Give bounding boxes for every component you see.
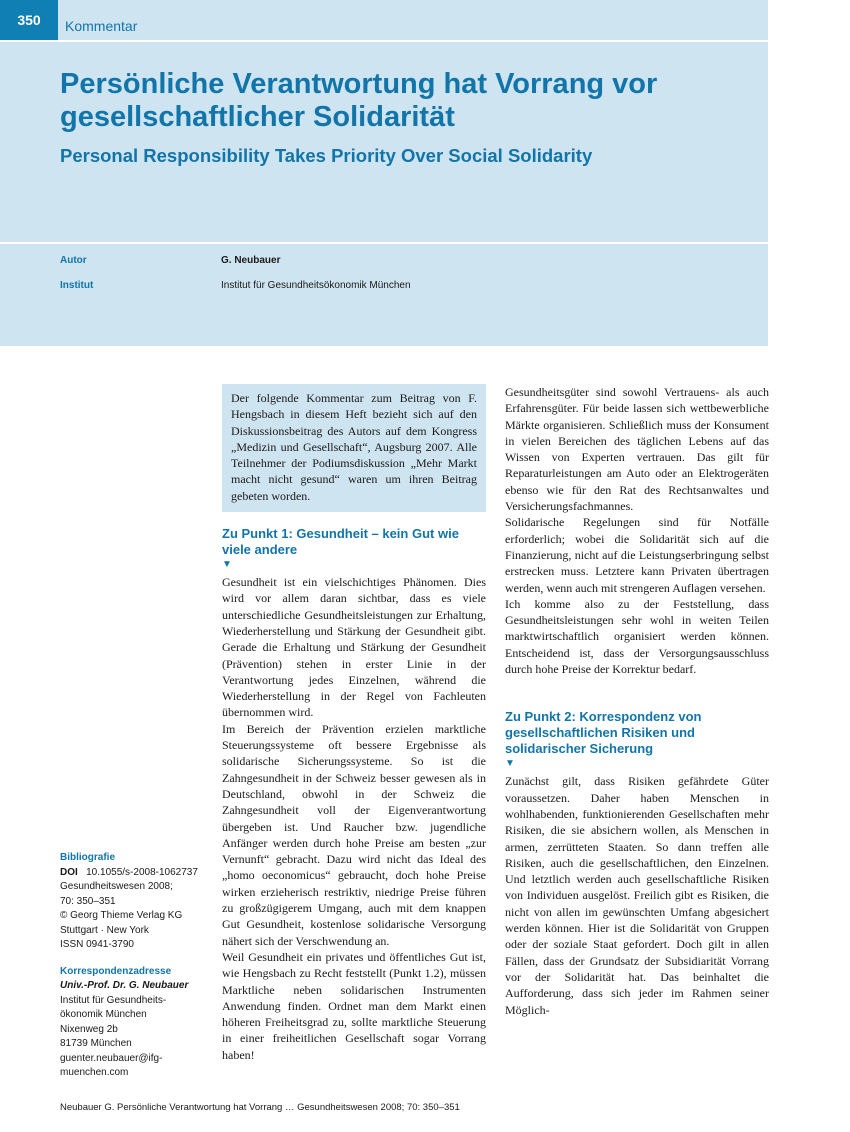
bibliography-heading: Bibliografie: [60, 852, 116, 863]
column-left: [222, 384, 486, 1063]
publisher-city: Stuttgart · New York: [60, 924, 149, 936]
section-heading-1: Zu Punkt 1: Gesundheit – kein Gut wie viele andere: [222, 526, 459, 558]
journal-line: Gesundheitswesen 2008;: [60, 881, 173, 892]
correspondence-name: Univ.-Prof. Dr. G. Neubauer: [60, 980, 189, 991]
correspondence-email-1[interactable]: guenter.neubauer@ifg-: [60, 1052, 163, 1064]
institute-label: Institut: [60, 280, 94, 291]
doi-line: [60, 866, 210, 881]
paragraph: Weil Gesundheit ein privates und öffentliches Gut ist, wie Hengsbach zu Recht feststellt (Punkt 1.2), müssen Marktliche neben solidarischen Instrumenten Anwendung finden. Ordnet man dem Markt einen höheren Freiheitsgrad zu, sollte marktliche Steuerung in einer freiheitlichen Gesellschaft sogar Vorrang haben!: [222, 949, 486, 1062]
author-label: Autor: [60, 255, 87, 266]
volume-line: 70: 350–351: [60, 895, 116, 907]
paragraph: Zunächst gilt, dass Risiken gefährdete Güter voraussetzen. Daher haben Menschen in wohlhabenden, funktionierenden Gesellschaften mehr Risiken, die sie absichern wollen, als Menschen in armen, zerrütteten Staaten. So dann treffen alle Risiken, auch die gesellschaftlichen, den Einzelnen. Und letztlich werden auch gesellschaftliche Risiken von Individuen ausgelöst. Freilich gibt es Risiken, die nicht von allen im gewünschten Umfang abgesichert werden können. Hier ist die Solidarität von Gruppen oder der soziale Staat gefordert. Doch gilt in allen Fällen, dass der Grundsatz der Subsidiarität Vorrang vor der Solidarität hat. Das beinhaltet die Aufforderung, dass sich jeder im Rahmen seiner Möglich-: [505, 774, 769, 1017]
correspondence-street: Nixenweg 2b: [60, 1023, 118, 1035]
sidebar: [60, 851, 210, 1081]
header-divider: [0, 40, 768, 42]
correspondence-institute-2: ökonomik München: [60, 1009, 147, 1020]
triangle-down-icon: ▼: [222, 559, 232, 571]
correspondence-city: 81739 München: [60, 1038, 132, 1049]
issn-line: ISSN 0941-3790: [60, 939, 134, 950]
page-number: 350: [0, 0, 58, 40]
copyright-line: © Georg Thieme Verlag KG: [60, 910, 183, 921]
correspondence-email-2[interactable]: muenchen.com: [60, 1067, 129, 1078]
article-subtitle: Personal Responsibility Takes Priority Over Social Solidarity: [60, 145, 593, 166]
triangle-down-icon: ▼: [505, 758, 515, 770]
article-title: Persönliche Verantwortung hat Vorrang vor gesellschaftlicher Solidarität: [60, 68, 658, 133]
paragraph: Im Bereich der Prävention erzielen marktliche Steuerungssysteme oft bessere Ergebnisse als solidarische Sicherungssysteme. So ist die Zahngesundheit in der Schweiz besser gewesen als in Deutschland, obwohl in der Schweiz die Zahngesundheit voll der Eigenverantwortung übergeben ist. Und Raucher bzw. jugendliche Anfänger werden durch hohe Preise am besten „zur Vernunft“ gebracht. Dazu wird nicht das Ideal des „homo oeconomicus“ gebraucht, doch hohe Preise wirken erzieherisch restriktiv, niedrige Preise führen zu großzügigerem Umgang, auch mit dem knappen Gut Gesundheit, kostenlose solidarische Versorgung nähert sich der Verschwendung an.: [222, 721, 486, 948]
intro-box: [222, 384, 486, 512]
header-band: [0, 0, 768, 346]
paragraph: Solidarische Regelungen sind für Notfälle erforderlich; wobei die Solidarität sich auf die Finanzierung, nicht auf die Leistungserbringung selbst erstrecken muss. Letztere kann Privaten übertragen werden, wenn auch mit strengeren Auflagen versehen.: [505, 515, 769, 595]
section-heading-2: Zu Punkt 2: Korrespondenz von gesellschaftlichen Risiken und solidarischer Sicherung: [505, 709, 702, 757]
paragraph: Gesundheit ist ein vielschichtiges Phänomen. Dies wird vor allem daran sichtbar, dass es viele unterschiedliche Gesundheitsleistungen zur Erhaltung, Wiederherstellung und Stärkung der Gesundheit gibt. Gerade die Erhaltung und Stärkung der Gesundheit (Prävention) stehen in erster Linie in der Verantwortung jedes Einzelnen, während die Wiederherstellung in der Regel von Fachleuten übernommen wird.: [222, 575, 486, 720]
correspondence-heading: Korrespondenzadresse: [60, 965, 172, 977]
page-footer: Neubauer G. Persönliche Verantwortung hat Vorrang … Gesundheitswesen 2008; 70: 350–351: [60, 1102, 460, 1113]
meta-divider: [0, 242, 768, 244]
author-name: G. Neubauer: [221, 255, 281, 266]
doi-label: DOI: [60, 866, 78, 878]
intro-text: Der folgende Kommentar zum Beitrag von F. Hengsbach in diesem Heft bezieht sich auf den Diskussionsbeitrag des Autors auf dem Kongress „Medizin und Gesellschaft“, Augsburg 2007. Alle Teilnehmer der Podiumsdiskussion „Mehr Markt macht nicht gesund“ waren um ihren Beitrag gebeten worden.: [231, 391, 477, 503]
paragraph: Ich komme also zu der Feststellung, dass Gesundheitsleistungen sehr wohl in weiten Teilen marktwirtschaftlich organisiert werden können. Entscheidend ist, dass der Versorgungsausschluss durch hohe Preise der Korrektur bedarf.: [505, 596, 769, 677]
section-label: Kommentar: [65, 18, 138, 34]
doi-value: 10.1055/s-2008-1062737: [86, 866, 198, 878]
column-right: [505, 384, 769, 1018]
institute-name: Institut für Gesundheitsökonomik München: [221, 280, 411, 291]
paragraph: Gesundheitsgüter sind sowohl Vertrauens- als auch Erfahrensgüter. Für beide lassen sich wettbewerbliche Märkte organisieren. Schließlich muss der Konsument in vielen Bereichen des täglichen Lebens auf das Wissen von Experten vertrauen. Das gilt für Reparaturleistungen am Auto oder an Elektrogeräten ebenso wie für den Rat des Rechtsanwaltes und Versicherungsfachmannes.: [505, 385, 769, 514]
correspondence-institute-1: Institut für Gesundheits-: [60, 994, 167, 1006]
